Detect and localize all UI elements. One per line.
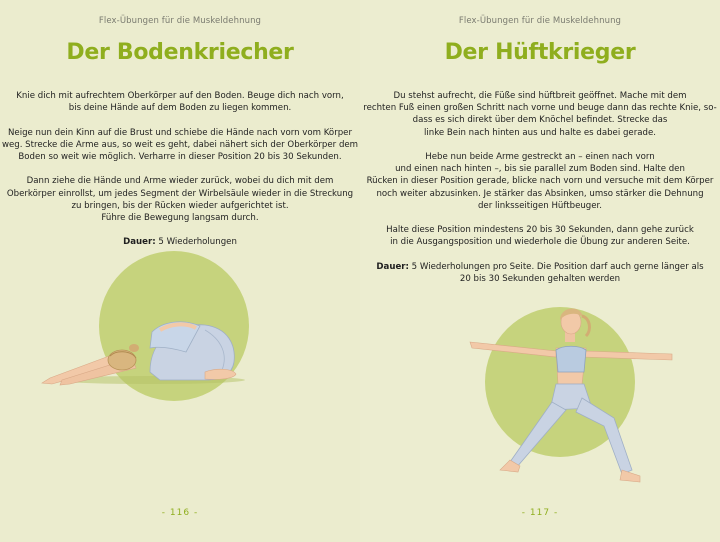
paragraph: Du stehst aufrecht, die Füße sind hüftbreit geöffnet. Mache mit dem rechten Fuß einen großen Schritt nach vorne und beuge dann das rechte Knie, so- dass es sich direkt über dem Knöchel befindet. Strecke das linke Bein nach hinten aus und halte es dabei gerade. (363, 91, 717, 138)
running-head: Flex-Übungen für die Muskeldehnung (458, 16, 622, 26)
paragraph: Neige nun dein Kinn auf die Brust und schiebe die Hände nach vorn vom Körper weg. Strecke die Arme aus, so weit es geht, dabei nähert sich der Oberkörper dem Boden so weit wie möglich. Verharre in dieser Position 20 bis 30 Sekunden. (1, 127, 359, 162)
duration-label: Dauer: (123, 237, 156, 248)
page-title: Der Bodenkriecher (66, 40, 294, 65)
duration-label: Dauer: (376, 261, 409, 272)
woman-warrior-pose-illustration (360, 0, 720, 542)
page-title: Der Hüftkrieger (444, 40, 636, 65)
page-number: - 116 - (161, 508, 199, 518)
paragraph: Hebe nun beide Arme gestreckt an – einen nach vorn und einen nach hinten –, bis sie parallel zum Boden sind. Halte den Rücken in dieser Position gerade, blicke nach vorn und versuche mit dem Körper noch weiter abzusinken. Je stärker das Absinken, umso stärker die Dehnung der linksseitigen Hüftbeuger. (366, 152, 714, 211)
paragraph: Knie dich mit aufrechtem Oberkörper auf den Boden. Beuge dich nach vorn, bis deine Hände auf dem Boden zu liegen kommen. (16, 91, 344, 114)
duration-value: 5 Wiederholungen (155, 237, 237, 248)
page-number: - 117 - (521, 508, 559, 518)
paragraph: Dann ziehe die Hände und Arme wieder zurück, wobei du dich mit dem Oberkörper einrollst, um jedes Segment der Wirbelsäule wieder in die Streckung zu bringen, bis der Rücken wieder aufgerichtet ist. Führe die Bewegung langsam durch. (6, 176, 354, 223)
paragraph: Halte diese Position mindestens 20 bis 30 Sekunden, dann gehe zurück in die Ausgangsposition und wiederhole die Übung zur anderen Seite. (386, 225, 694, 248)
right-page (360, 0, 720, 542)
running-head: Flex-Übungen für die Muskeldehnung (98, 16, 262, 26)
duration-value-cont: 20 bis 30 Sekunden gehalten werden (459, 274, 621, 284)
duration-value: 5 Wiederholungen pro Seite. Die Position darf auch gerne länger als (408, 261, 704, 272)
